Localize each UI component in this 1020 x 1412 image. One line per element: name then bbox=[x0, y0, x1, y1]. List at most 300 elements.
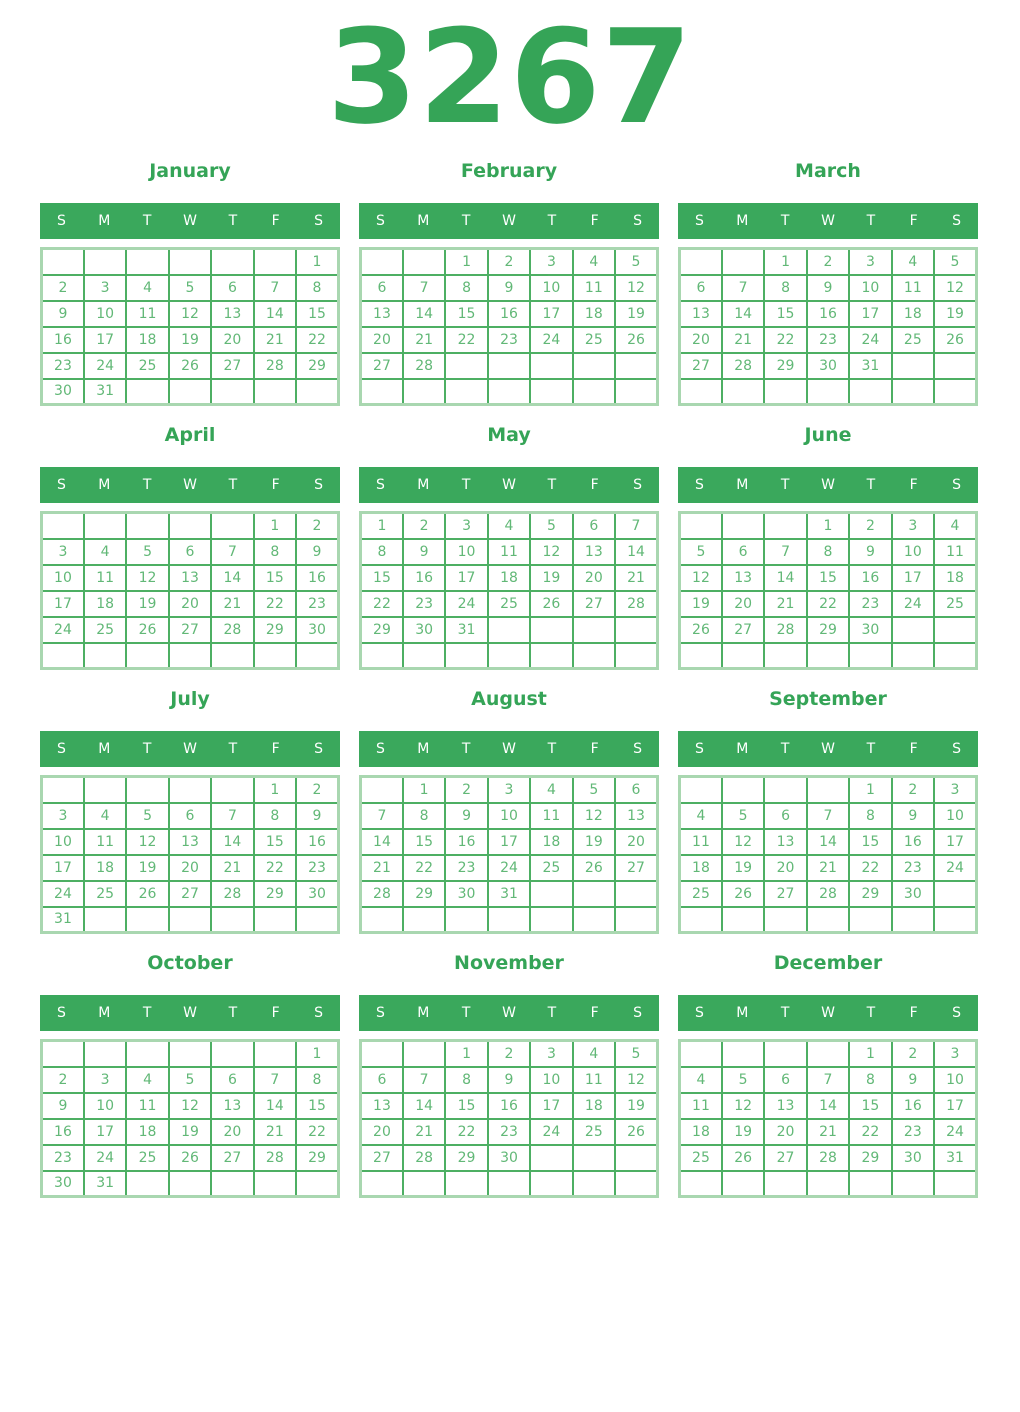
empty-day-cell bbox=[403, 643, 445, 669]
day-cell: 5 bbox=[573, 777, 615, 803]
empty-day-cell bbox=[84, 777, 126, 803]
weekday-label: S bbox=[694, 213, 704, 229]
weekday-header-row bbox=[678, 731, 978, 767]
day-cell: 11 bbox=[84, 565, 126, 591]
day-cell: 7 bbox=[403, 1067, 445, 1093]
day-cell: 19 bbox=[680, 591, 722, 617]
day-cell: 26 bbox=[615, 1119, 657, 1145]
month-title: September bbox=[769, 688, 887, 710]
empty-day-cell bbox=[722, 1041, 764, 1067]
weekday-header-row bbox=[678, 203, 978, 239]
empty-day-cell bbox=[892, 617, 934, 643]
weekday-label: S bbox=[633, 1005, 643, 1021]
empty-day-cell bbox=[84, 643, 126, 669]
month-grid bbox=[678, 775, 978, 934]
weekday-label: M bbox=[736, 741, 749, 757]
weekday-label: M bbox=[736, 477, 749, 493]
week-row bbox=[361, 513, 658, 539]
week-row bbox=[42, 1093, 339, 1119]
day-cell: 16 bbox=[892, 829, 934, 855]
day-cell: 9 bbox=[445, 803, 487, 829]
day-cell: 30 bbox=[296, 617, 338, 643]
weekday-label: S bbox=[633, 741, 643, 757]
empty-day-cell bbox=[488, 353, 530, 379]
day-cell: 23 bbox=[42, 353, 84, 379]
weekday-label: S bbox=[952, 477, 962, 493]
day-cell: 21 bbox=[807, 1119, 849, 1145]
weekday-label: T bbox=[866, 477, 876, 493]
day-cell: 29 bbox=[445, 1145, 487, 1171]
empty-day-cell bbox=[892, 643, 934, 669]
empty-day-cell bbox=[573, 643, 615, 669]
day-cell: 10 bbox=[84, 301, 126, 327]
day-cell: 13 bbox=[169, 565, 211, 591]
day-cell: 4 bbox=[530, 777, 572, 803]
day-cell: 28 bbox=[211, 881, 253, 907]
week-row bbox=[361, 855, 658, 881]
day-cell: 29 bbox=[361, 617, 403, 643]
day-cell: 27 bbox=[573, 591, 615, 617]
week-row bbox=[680, 301, 977, 327]
day-cell: 20 bbox=[169, 591, 211, 617]
empty-day-cell bbox=[403, 907, 445, 933]
day-cell: 9 bbox=[403, 539, 445, 565]
week-row bbox=[361, 591, 658, 617]
month-block-september bbox=[678, 670, 978, 934]
day-cell: 1 bbox=[254, 777, 296, 803]
day-cell: 26 bbox=[169, 353, 211, 379]
empty-day-cell bbox=[934, 643, 976, 669]
day-cell: 20 bbox=[722, 591, 764, 617]
weekday-header-row bbox=[359, 467, 659, 503]
week-row bbox=[680, 565, 977, 591]
empty-day-cell bbox=[296, 643, 338, 669]
month-grid bbox=[678, 247, 978, 406]
day-cell: 30 bbox=[849, 617, 891, 643]
day-cell: 19 bbox=[530, 565, 572, 591]
day-cell: 3 bbox=[42, 803, 84, 829]
empty-day-cell bbox=[764, 1041, 806, 1067]
month-block-january bbox=[40, 142, 340, 406]
day-cell: 18 bbox=[126, 1119, 168, 1145]
weekday-header-row bbox=[359, 995, 659, 1031]
empty-day-cell bbox=[530, 881, 572, 907]
empty-day-cell bbox=[254, 643, 296, 669]
weekday-label: W bbox=[183, 741, 197, 757]
week-row bbox=[680, 275, 977, 301]
empty-day-cell bbox=[530, 643, 572, 669]
day-cell: 16 bbox=[42, 1119, 84, 1145]
day-cell: 26 bbox=[573, 855, 615, 881]
empty-day-cell bbox=[680, 643, 722, 669]
day-cell: 21 bbox=[211, 855, 253, 881]
day-cell: 19 bbox=[722, 1119, 764, 1145]
day-cell: 12 bbox=[126, 565, 168, 591]
day-cell: 1 bbox=[403, 777, 445, 803]
weekday-label: T bbox=[228, 741, 238, 757]
day-cell: 10 bbox=[530, 275, 572, 301]
week-row bbox=[361, 881, 658, 907]
day-cell: 18 bbox=[680, 855, 722, 881]
week-row bbox=[680, 379, 977, 405]
weekday-label: S bbox=[375, 1005, 385, 1021]
weekday-label: W bbox=[502, 213, 516, 229]
week-row bbox=[42, 539, 339, 565]
day-cell: 17 bbox=[84, 327, 126, 353]
week-row bbox=[42, 1041, 339, 1067]
weekday-label: F bbox=[590, 477, 599, 493]
day-cell: 17 bbox=[892, 565, 934, 591]
day-cell: 28 bbox=[807, 1145, 849, 1171]
day-cell: 15 bbox=[445, 1093, 487, 1119]
day-cell: 20 bbox=[169, 855, 211, 881]
day-cell: 11 bbox=[680, 1093, 722, 1119]
weekday-label: W bbox=[821, 1005, 835, 1021]
day-cell: 20 bbox=[361, 1119, 403, 1145]
day-cell: 10 bbox=[934, 1067, 976, 1093]
weekday-label: M bbox=[417, 213, 430, 229]
empty-day-cell bbox=[934, 353, 976, 379]
day-cell: 30 bbox=[892, 881, 934, 907]
weekday-label: W bbox=[821, 213, 835, 229]
weekday-header-row bbox=[40, 995, 340, 1031]
day-cell: 7 bbox=[211, 803, 253, 829]
day-cell: 9 bbox=[488, 1067, 530, 1093]
empty-day-cell bbox=[488, 1171, 530, 1197]
empty-day-cell bbox=[361, 777, 403, 803]
day-cell: 13 bbox=[361, 301, 403, 327]
empty-day-cell bbox=[488, 617, 530, 643]
day-cell: 24 bbox=[849, 327, 891, 353]
week-row bbox=[42, 275, 339, 301]
day-cell: 11 bbox=[126, 1093, 168, 1119]
week-row bbox=[42, 829, 339, 855]
day-cell: 23 bbox=[488, 327, 530, 353]
empty-day-cell bbox=[680, 907, 722, 933]
week-row bbox=[361, 643, 658, 669]
month-block-may bbox=[359, 406, 659, 670]
day-cell: 6 bbox=[361, 1067, 403, 1093]
day-cell: 30 bbox=[807, 353, 849, 379]
day-cell: 29 bbox=[807, 617, 849, 643]
day-cell: 1 bbox=[764, 249, 806, 275]
empty-day-cell bbox=[254, 249, 296, 275]
empty-day-cell bbox=[573, 1171, 615, 1197]
day-cell: 23 bbox=[849, 591, 891, 617]
week-row bbox=[680, 327, 977, 353]
day-cell: 29 bbox=[254, 881, 296, 907]
day-cell: 6 bbox=[169, 539, 211, 565]
weekday-label: T bbox=[547, 741, 557, 757]
day-cell: 26 bbox=[530, 591, 572, 617]
empty-day-cell bbox=[764, 643, 806, 669]
day-cell: 17 bbox=[445, 565, 487, 591]
day-cell: 22 bbox=[403, 855, 445, 881]
day-cell: 21 bbox=[361, 855, 403, 881]
day-cell: 23 bbox=[807, 327, 849, 353]
day-cell: 28 bbox=[403, 1145, 445, 1171]
day-cell: 13 bbox=[764, 829, 806, 855]
day-cell: 23 bbox=[892, 855, 934, 881]
empty-day-cell bbox=[445, 1171, 487, 1197]
day-cell: 13 bbox=[722, 565, 764, 591]
month-block-july bbox=[40, 670, 340, 934]
week-row bbox=[361, 907, 658, 933]
weekday-label: T bbox=[780, 741, 790, 757]
day-cell: 25 bbox=[126, 353, 168, 379]
month-title: November bbox=[454, 952, 564, 974]
day-cell: 5 bbox=[169, 275, 211, 301]
day-cell: 8 bbox=[849, 1067, 891, 1093]
day-cell: 14 bbox=[764, 565, 806, 591]
empty-day-cell bbox=[296, 1171, 338, 1197]
empty-day-cell bbox=[807, 1171, 849, 1197]
empty-day-cell bbox=[934, 379, 976, 405]
day-cell: 31 bbox=[42, 907, 84, 933]
weekday-label: S bbox=[314, 741, 324, 757]
empty-day-cell bbox=[296, 907, 338, 933]
day-cell: 11 bbox=[573, 1067, 615, 1093]
empty-day-cell bbox=[361, 249, 403, 275]
day-cell: 1 bbox=[445, 1041, 487, 1067]
day-cell: 10 bbox=[84, 1093, 126, 1119]
weekday-label: T bbox=[780, 477, 790, 493]
day-cell: 2 bbox=[892, 777, 934, 803]
empty-day-cell bbox=[42, 1041, 84, 1067]
day-cell: 17 bbox=[934, 1093, 976, 1119]
day-cell: 9 bbox=[296, 803, 338, 829]
day-cell: 29 bbox=[764, 353, 806, 379]
day-cell: 22 bbox=[254, 591, 296, 617]
day-cell: 22 bbox=[849, 1119, 891, 1145]
day-cell: 28 bbox=[403, 353, 445, 379]
empty-day-cell bbox=[488, 907, 530, 933]
weekday-label: M bbox=[417, 477, 430, 493]
day-cell: 15 bbox=[254, 829, 296, 855]
day-cell: 11 bbox=[84, 829, 126, 855]
day-cell: 13 bbox=[680, 301, 722, 327]
day-cell: 6 bbox=[764, 1067, 806, 1093]
day-cell: 27 bbox=[764, 1145, 806, 1171]
weekday-label: T bbox=[866, 213, 876, 229]
empty-day-cell bbox=[573, 907, 615, 933]
day-cell: 21 bbox=[615, 565, 657, 591]
day-cell: 18 bbox=[892, 301, 934, 327]
day-cell: 24 bbox=[934, 1119, 976, 1145]
weekday-label: T bbox=[547, 477, 557, 493]
weekday-label: S bbox=[314, 213, 324, 229]
day-cell: 9 bbox=[296, 539, 338, 565]
empty-day-cell bbox=[615, 881, 657, 907]
empty-day-cell bbox=[764, 379, 806, 405]
day-cell: 1 bbox=[254, 513, 296, 539]
week-row bbox=[361, 353, 658, 379]
weekday-label: T bbox=[780, 213, 790, 229]
day-cell: 31 bbox=[488, 881, 530, 907]
day-cell: 12 bbox=[573, 803, 615, 829]
month-title: December bbox=[773, 952, 883, 974]
day-cell: 20 bbox=[764, 855, 806, 881]
weekday-label: S bbox=[952, 213, 962, 229]
empty-day-cell bbox=[42, 777, 84, 803]
day-cell: 8 bbox=[361, 539, 403, 565]
day-cell: 7 bbox=[361, 803, 403, 829]
week-row bbox=[361, 301, 658, 327]
weekday-label: F bbox=[909, 477, 918, 493]
empty-day-cell bbox=[807, 379, 849, 405]
month-title: January bbox=[149, 160, 231, 182]
week-row bbox=[680, 1067, 977, 1093]
day-cell: 20 bbox=[680, 327, 722, 353]
day-cell: 5 bbox=[722, 803, 764, 829]
day-cell: 18 bbox=[126, 327, 168, 353]
empty-day-cell bbox=[892, 353, 934, 379]
week-row bbox=[42, 881, 339, 907]
empty-day-cell bbox=[126, 1171, 168, 1197]
day-cell: 18 bbox=[84, 591, 126, 617]
weekday-header-row bbox=[678, 995, 978, 1031]
day-cell: 11 bbox=[934, 539, 976, 565]
day-cell: 6 bbox=[169, 803, 211, 829]
empty-day-cell bbox=[211, 907, 253, 933]
empty-day-cell bbox=[169, 513, 211, 539]
empty-day-cell bbox=[42, 643, 84, 669]
empty-day-cell bbox=[254, 1171, 296, 1197]
day-cell: 24 bbox=[934, 855, 976, 881]
week-row bbox=[680, 643, 977, 669]
empty-day-cell bbox=[126, 513, 168, 539]
month-title: April bbox=[164, 424, 216, 446]
weekday-label: F bbox=[909, 213, 918, 229]
empty-day-cell bbox=[361, 907, 403, 933]
day-cell: 25 bbox=[573, 327, 615, 353]
day-cell: 16 bbox=[488, 1093, 530, 1119]
empty-day-cell bbox=[680, 1171, 722, 1197]
month-grid bbox=[40, 775, 340, 934]
day-cell: 18 bbox=[84, 855, 126, 881]
empty-day-cell bbox=[680, 513, 722, 539]
day-cell: 1 bbox=[849, 777, 891, 803]
day-cell: 4 bbox=[84, 803, 126, 829]
empty-day-cell bbox=[680, 379, 722, 405]
day-cell: 20 bbox=[615, 829, 657, 855]
day-cell: 27 bbox=[361, 353, 403, 379]
day-cell: 21 bbox=[764, 591, 806, 617]
empty-day-cell bbox=[530, 907, 572, 933]
empty-day-cell bbox=[211, 249, 253, 275]
day-cell: 29 bbox=[849, 1145, 891, 1171]
weekday-label: M bbox=[736, 1005, 749, 1021]
day-cell: 17 bbox=[84, 1119, 126, 1145]
weekday-label: T bbox=[547, 1005, 557, 1021]
weekday-label: T bbox=[461, 1005, 471, 1021]
day-cell: 15 bbox=[296, 1093, 338, 1119]
day-cell: 3 bbox=[934, 777, 976, 803]
weekday-label: W bbox=[183, 1005, 197, 1021]
month-grid bbox=[678, 511, 978, 670]
weekday-header-row bbox=[40, 467, 340, 503]
weekday-label: T bbox=[142, 477, 152, 493]
day-cell: 16 bbox=[807, 301, 849, 327]
empty-day-cell bbox=[84, 907, 126, 933]
month-grid bbox=[40, 511, 340, 670]
week-row bbox=[42, 907, 339, 933]
week-row bbox=[361, 803, 658, 829]
week-row bbox=[361, 539, 658, 565]
day-cell: 9 bbox=[849, 539, 891, 565]
weekday-label: F bbox=[909, 1005, 918, 1021]
week-row bbox=[42, 1119, 339, 1145]
weekday-label: T bbox=[142, 741, 152, 757]
day-cell: 5 bbox=[126, 803, 168, 829]
empty-day-cell bbox=[722, 379, 764, 405]
day-cell: 15 bbox=[807, 565, 849, 591]
month-title: March bbox=[795, 160, 861, 182]
day-cell: 24 bbox=[84, 1145, 126, 1171]
month-grid bbox=[678, 1039, 978, 1198]
day-cell: 2 bbox=[296, 777, 338, 803]
day-cell: 14 bbox=[211, 829, 253, 855]
week-row bbox=[680, 855, 977, 881]
day-cell: 12 bbox=[934, 275, 976, 301]
day-cell: 9 bbox=[892, 1067, 934, 1093]
week-row bbox=[680, 1041, 977, 1067]
day-cell: 5 bbox=[722, 1067, 764, 1093]
day-cell: 28 bbox=[722, 353, 764, 379]
day-cell: 19 bbox=[169, 1119, 211, 1145]
week-row bbox=[361, 829, 658, 855]
day-cell: 8 bbox=[254, 803, 296, 829]
day-cell: 22 bbox=[296, 1119, 338, 1145]
day-cell: 17 bbox=[530, 1093, 572, 1119]
day-cell: 5 bbox=[126, 539, 168, 565]
month-title: August bbox=[471, 688, 547, 710]
month-block-november bbox=[359, 934, 659, 1198]
empty-day-cell bbox=[169, 379, 211, 405]
day-cell: 12 bbox=[615, 1067, 657, 1093]
day-cell: 8 bbox=[296, 275, 338, 301]
week-row bbox=[361, 777, 658, 803]
empty-day-cell bbox=[403, 1171, 445, 1197]
week-row bbox=[42, 1171, 339, 1197]
day-cell: 26 bbox=[615, 327, 657, 353]
week-row bbox=[42, 513, 339, 539]
empty-day-cell bbox=[169, 249, 211, 275]
day-cell: 17 bbox=[934, 829, 976, 855]
day-cell: 6 bbox=[211, 275, 253, 301]
empty-day-cell bbox=[934, 617, 976, 643]
empty-day-cell bbox=[764, 777, 806, 803]
weekday-label: W bbox=[502, 741, 516, 757]
empty-day-cell bbox=[764, 907, 806, 933]
day-cell: 23 bbox=[296, 591, 338, 617]
day-cell: 17 bbox=[530, 301, 572, 327]
day-cell: 13 bbox=[764, 1093, 806, 1119]
empty-day-cell bbox=[445, 643, 487, 669]
empty-day-cell bbox=[126, 643, 168, 669]
day-cell: 23 bbox=[403, 591, 445, 617]
empty-day-cell bbox=[849, 643, 891, 669]
weekday-label: T bbox=[866, 1005, 876, 1021]
week-row bbox=[680, 513, 977, 539]
empty-day-cell bbox=[211, 379, 253, 405]
empty-day-cell bbox=[126, 1041, 168, 1067]
weekday-label: T bbox=[461, 477, 471, 493]
weekday-label: S bbox=[375, 213, 385, 229]
month-block-february bbox=[359, 142, 659, 406]
week-row bbox=[680, 539, 977, 565]
day-cell: 12 bbox=[169, 301, 211, 327]
